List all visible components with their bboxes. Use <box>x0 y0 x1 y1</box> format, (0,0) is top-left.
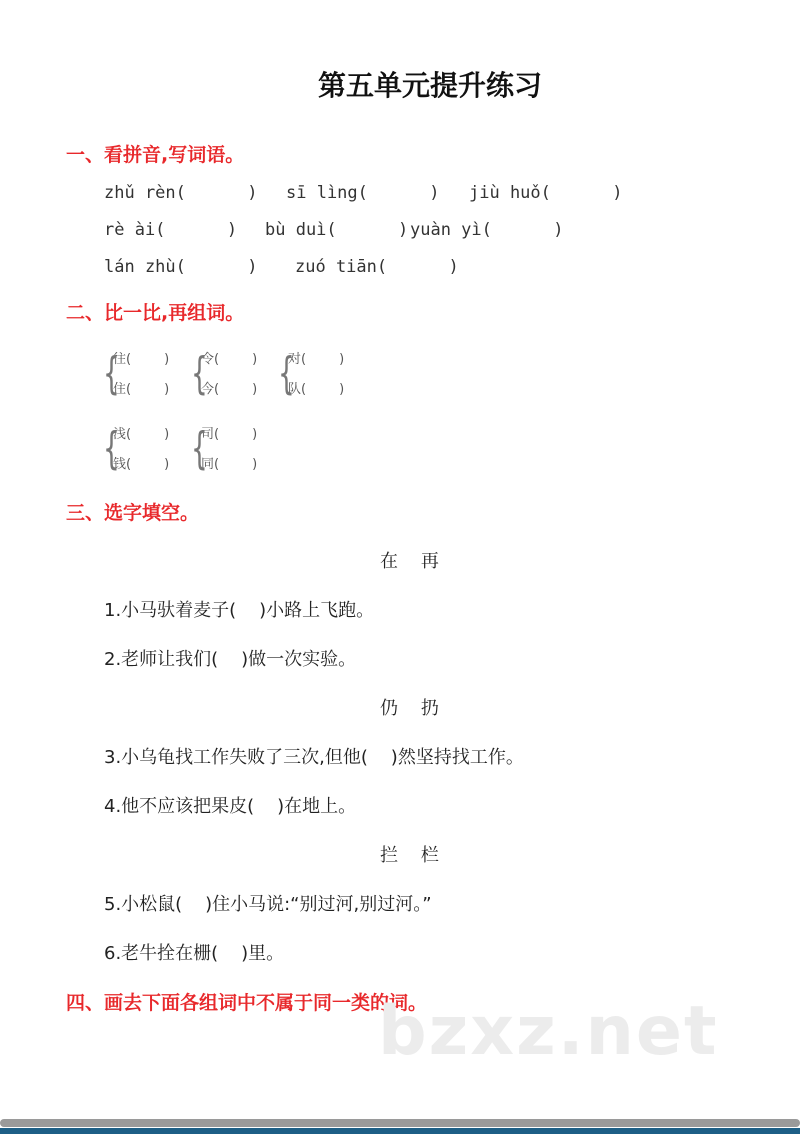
brace-icon: { <box>191 423 208 474</box>
pinyin-item: zuó tiān( ) <box>295 257 459 277</box>
brace-icon: { <box>278 348 295 399</box>
word-options: 拦 栏 <box>380 845 439 866</box>
word-options: 仍 扔 <box>380 698 439 719</box>
question: 4.他不应该把果皮( )在地上。 <box>104 796 357 817</box>
pinyin-item: lán zhù( ) <box>104 257 258 277</box>
brace-icon: { <box>103 423 120 474</box>
pinyin-item: bù duì( ) <box>265 220 409 240</box>
char-pair: { 令( ) 今( ) <box>191 348 258 399</box>
pinyin-item: rè ài( ) <box>104 220 238 240</box>
question: 5.小松鼠( )住小马说:“别过河,别过河。” <box>104 894 432 915</box>
question: 3.小乌龟找工作失败了三次,但他( )然坚持找工作。 <box>104 747 524 768</box>
section-3-heading: 三、选字填空。 <box>66 502 200 524</box>
char-pair: { 往( ) 住( ) <box>103 348 170 399</box>
pinyin-item: sī lìng( ) <box>286 183 440 203</box>
question: 1.小马驮着麦子( )小路上飞跑。 <box>104 600 375 621</box>
section-2-heading: 二、比一比,再组词。 <box>66 302 245 324</box>
brace-icon: { <box>191 348 208 399</box>
brace-icon: { <box>103 348 120 399</box>
pinyin-item: zhǔ rèn( ) <box>104 183 258 203</box>
section-4-heading: 四、画去下面各组词中不属于同一类的词。 <box>66 992 428 1014</box>
horizontal-scrollbar[interactable] <box>0 1119 800 1127</box>
question: 2.老师让我们( )做一次实验。 <box>104 649 357 670</box>
char-pair: { 对( ) 队( ) <box>278 348 345 399</box>
watermark: bzxz.net <box>378 992 719 1071</box>
question: 6.老牛拴在栅( )里。 <box>104 943 285 964</box>
bottom-strip <box>0 1128 800 1134</box>
pinyin-item: jiù huǒ( ) <box>469 183 623 203</box>
section-1-heading: 一、看拼音,写词语。 <box>66 144 245 166</box>
char-pair: { 司( ) 同( ) <box>191 423 258 474</box>
word-options: 在 再 <box>380 551 439 572</box>
page-title: 第五单元提升练习 <box>317 69 542 102</box>
pinyin-item: yuàn yì( ) <box>410 220 564 240</box>
char-pair: { 浅( ) 钱( ) <box>103 423 170 474</box>
